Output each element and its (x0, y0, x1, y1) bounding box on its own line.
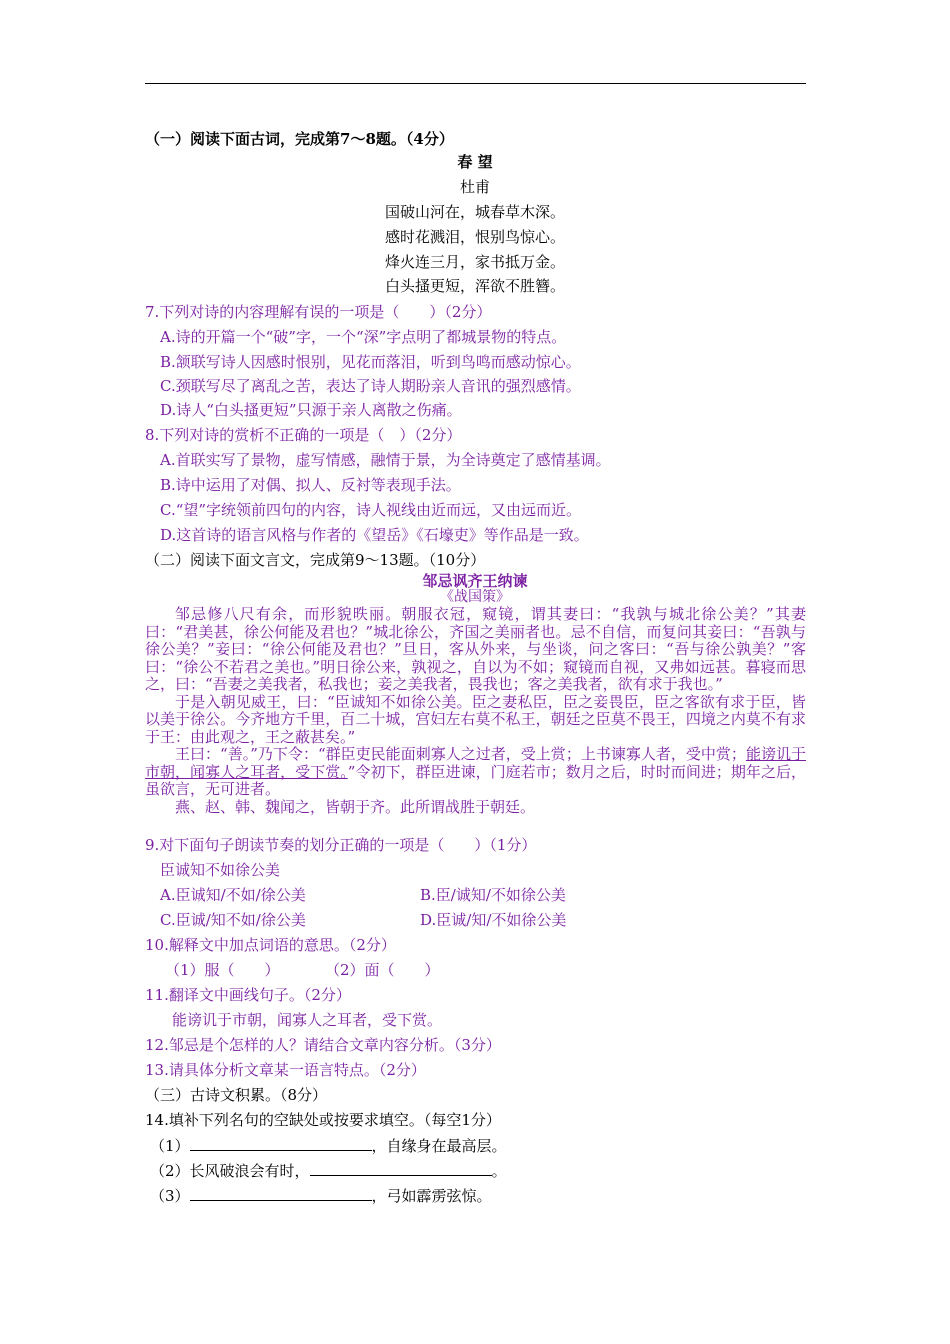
q10-item-1: （1）服（ ） (165, 961, 280, 979)
header-rule (145, 83, 806, 84)
section2-heading: （二）阅读下面文言文，完成第9～13题。（10分） (145, 551, 486, 569)
q7-option-b: B.颔联写诗人因感时恨别，见花而落泪，听到鸟鸣而感动惊心。 (160, 353, 581, 371)
q13-stem: 13.请具体分析文章某一语言特点。（2分） (145, 1061, 426, 1079)
poem-line: 烽火连三月，家书抵万金。 (384, 253, 565, 271)
q7-option-a: A.诗的开篇一个“破”字，一个“深”字点明了都城景物的特点。 (160, 328, 567, 346)
q9-option-a: A.臣诚知/不如/徐公美 (160, 886, 306, 904)
q14-stem: 14.填补下列名句的空缺处或按要求填空。（每空1分） (145, 1111, 501, 1129)
text-title: 邹忌讽齐王纳谏 (422, 572, 528, 590)
fill-number: （2） (150, 1162, 190, 1180)
passage-paragraph-3 (145, 746, 806, 799)
q9-sentence: 臣诚知不如徐公美 (160, 861, 281, 879)
q8-option-c: C.“望”字统领前四句的内容，诗人视线由近而远，又由远而近。 (160, 501, 582, 519)
q8-option-d: D.这首诗的语言风格与作者的《望岳》《石壕吏》等作品是一致。 (160, 526, 589, 544)
poem-title: 春 望 (457, 153, 493, 171)
poem-line: 感时花溅泪，恨别鸟惊心。 (384, 228, 565, 246)
fill-item-1 (150, 1136, 507, 1155)
para3-after: ”令初下，群臣进谏，门庭若市；数月之后，时时而间进；期年之后，虽欲言，无可进者。 (145, 762, 806, 798)
answer-blank[interactable] (190, 1136, 372, 1151)
poem-author: 杜甫 (459, 178, 490, 196)
q8-stem: 8.下列对诗的赏析不正确的一项是（ ）（2分） (145, 426, 462, 444)
passage-paragraph-4: 燕、赵、韩、魏闻之，皆朝于齐。此所谓战胜于朝廷。 (175, 797, 536, 816)
q11-stem: 11.翻译文中画线句子。（2分） (145, 986, 351, 1004)
q9-option-b: B.臣/诚知/不如徐公美 (420, 886, 566, 904)
answer-blank[interactable] (310, 1161, 492, 1176)
section1-heading: （一）阅读下面古词，完成第7～8题。（4分） (145, 130, 454, 148)
underlined-sentence: 能谤讥于市朝，闻寡人之耳者，受下赏。 (145, 745, 806, 781)
poem-line: 国破山河在，城春草木深。 (384, 203, 565, 221)
poem-line: 白头搔更短，浑欲不胜簪。 (384, 277, 565, 295)
q8-option-b: B.诗中运用了对偶、拟人、反衬等表现手法。 (160, 476, 461, 494)
fill-before: 长风破浪会有时， (189, 1162, 310, 1180)
fill-item-3 (150, 1186, 492, 1205)
section3-heading: （三）古诗文积累。（8分） (145, 1086, 328, 1104)
q9-option-d: D.臣诚/知/不如徐公美 (420, 911, 567, 929)
q7-stem: 7.下列对诗的内容理解有误的一项是（ ）（2分） (145, 303, 492, 321)
answer-blank[interactable] (190, 1186, 372, 1201)
q8-option-a: A.首联实写了景物，虚写情感，融情于景，为全诗奠定了感情基调。 (160, 451, 611, 469)
q9-option-c: C.臣诚/知不如/徐公美 (160, 911, 306, 929)
passage-paragraph-1: 邹忌修八尺有余，而形貌昳丽。朝服衣冠，窥镜，谓其妻曰：“我孰与城北徐公美？”其妻曰：“君美甚，徐公何能及君也？”城北徐公，齐国之美丽者也。忌不自信，而复问其妾曰：“吾孰与徐公美？”妾曰：“徐公何能及君也？”旦日，客从外来，与坐谈，问之客曰：“吾与徐公孰美？”客曰：“徐公不若君之美也。”明日徐公来，孰视之，自以为不如；窥镜而自视，又弗如远甚。暮寝而思之，曰：“吾妻之美我者，私我也；妾之美我者，畏我也；客之美我者，欲有求于我也。” (145, 605, 806, 693)
q10-stem: 10.解释文中加点词语的意思。（2分） (145, 936, 396, 954)
q12-stem: 12.邹忌是个怎样的人？请结合文章内容分析。（3分） (145, 1036, 501, 1054)
classical-passage (145, 606, 806, 816)
fill-number: （1） (150, 1137, 190, 1155)
text-source: 《战国策》 (440, 589, 510, 605)
fill-item-2 (150, 1161, 507, 1180)
q11-sentence: 能谤讥于市朝，闻寡人之耳者，受下赏。 (172, 1011, 443, 1029)
fill-number: （3） (150, 1187, 190, 1205)
fill-after: ，自缘身在最高层。 (371, 1137, 507, 1155)
q7-option-d: D.诗人“白头搔更短”只源于亲人离散之伤痛。 (160, 401, 462, 419)
fill-after: 。 (491, 1162, 507, 1180)
para3-before: 王曰：“善。”乃下令：“群臣吏民能面刺寡人之过者，受上赏；上书谏寡人者，受中赏； (175, 745, 746, 763)
passage-paragraph-2: 于是入朝见威王，曰：“臣诚知不如徐公美。臣之妻私臣，臣之妾畏臣，臣之客欲有求于臣，皆以美于徐公。今齐地方千里，百二十城，宫妇左右莫不私王，朝廷之臣莫不畏王，四境之内莫不有求于王：由此观之，王之蔽甚矣。” (145, 692, 806, 746)
fill-after: ，弓如霹雳弦惊。 (371, 1187, 492, 1205)
q7-option-c: C.颈联写尽了离乱之苦，表达了诗人期盼亲人音讯的强烈感情。 (160, 377, 581, 395)
q9-stem: 9.对下面句子朗读节奏的划分正确的一项是（ ）（1分） (145, 836, 537, 854)
q10-item-2: （2）面（ ） (325, 961, 440, 979)
